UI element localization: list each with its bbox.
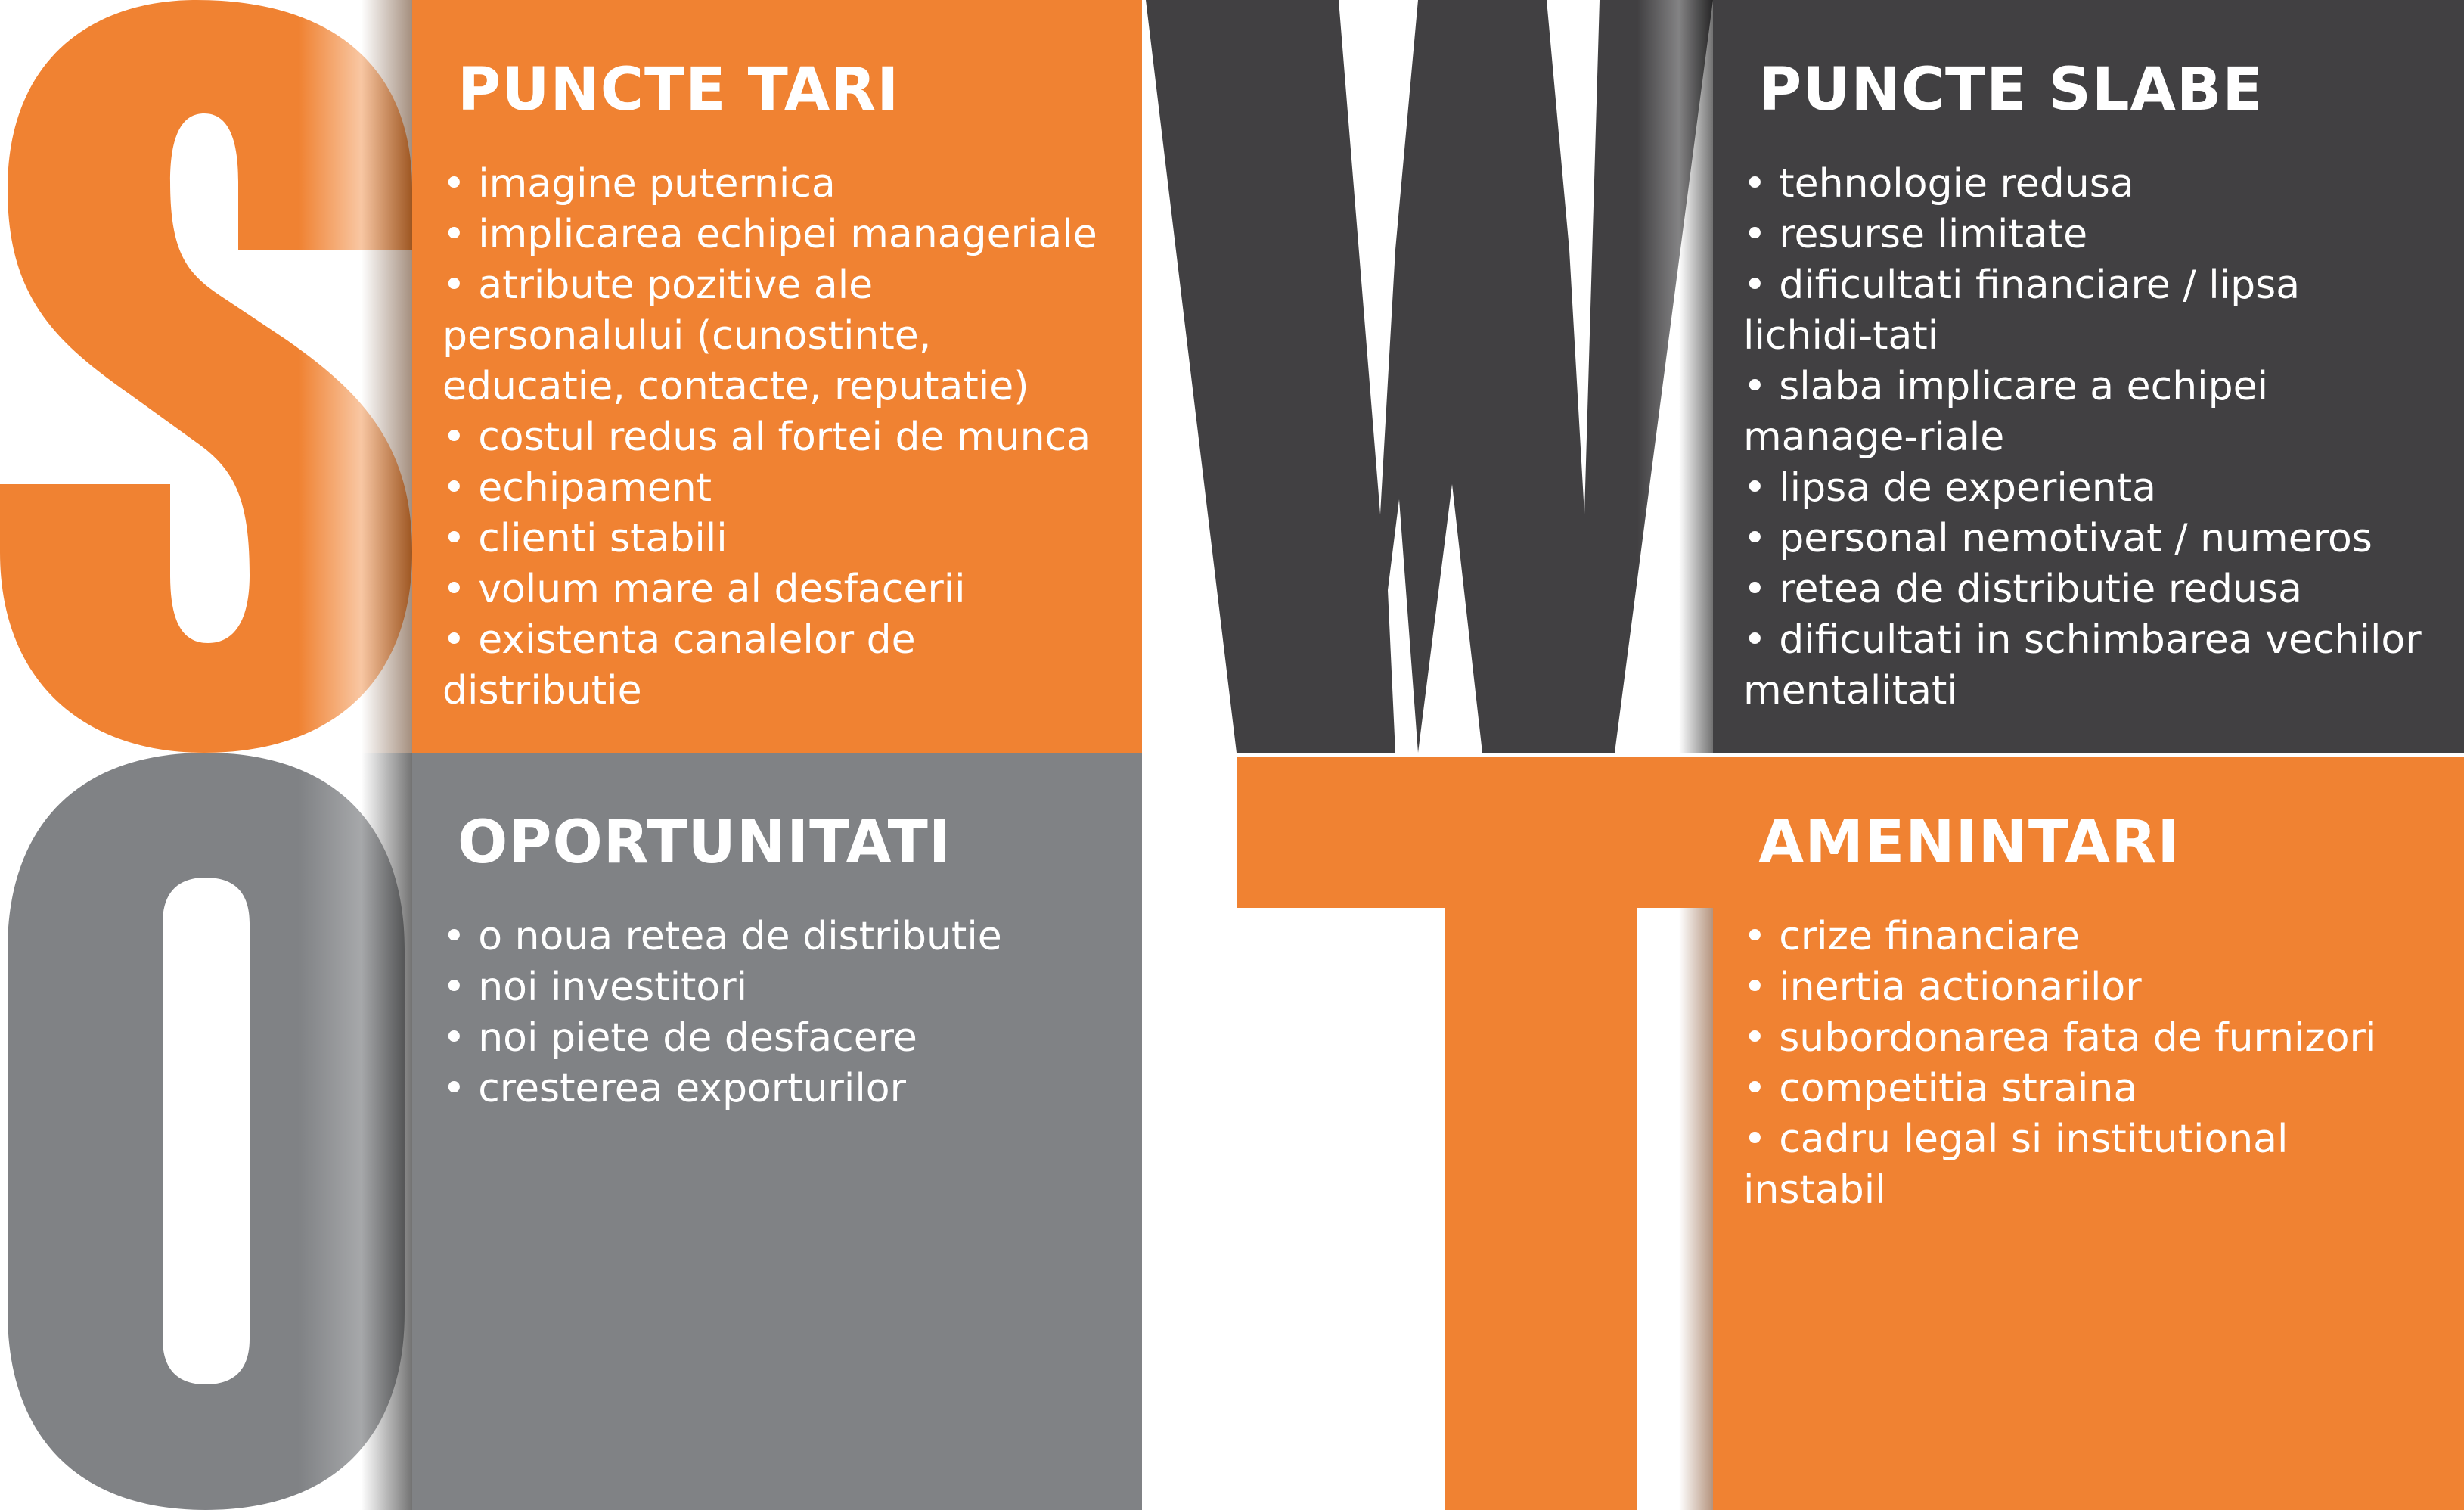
fold-shadow-t [1637, 908, 1713, 1510]
strengths-title: PUNCTE TARI [458, 56, 900, 124]
fold-shadow-o [299, 753, 412, 1510]
fold-shadow-s [299, 0, 412, 753]
threats-list [1743, 912, 2424, 1216]
list-item: • tehnologie redusa [1743, 161, 2134, 207]
letter-w-shape [1146, 0, 1713, 753]
list-item: • dificultati financiare / lipsa lichidi-tati [1743, 263, 2301, 359]
list-item: • lipsa de experienta [1743, 465, 2156, 511]
list-item: • o noua retea de distributie [442, 914, 1002, 959]
threats-title: AMENINTARI [1758, 809, 2180, 877]
list-item: • clienti stabili [442, 516, 728, 561]
strengths-panel [412, 0, 1142, 753]
list-item: • imagine puternica [442, 161, 836, 207]
list-item: • crize financiare [1743, 914, 2081, 959]
list-item: • noi piete de desfacere [442, 1015, 917, 1061]
list-item: • resurse limitate [1743, 212, 2088, 257]
list-item: • dificultati in schimbarea vechilor mentalitati [1743, 617, 2422, 713]
list-item: • noi investitori [442, 965, 748, 1010]
list-item: • slaba implicare a echipei manage-riale [1743, 364, 2269, 460]
threats-panel [1713, 757, 2464, 1510]
list-item: • volum mare al desfacerii [442, 567, 966, 612]
opportunities-title: OPORTUNITATI [458, 809, 951, 877]
opportunities-list [442, 912, 1100, 1114]
weaknesses-panel [1713, 0, 2464, 753]
list-item: • existenta canalelor de distributie [442, 617, 916, 713]
list-item: • costul redus al fortei de munca [442, 415, 1091, 460]
list-item: • retea de distributie redusa [1743, 567, 2302, 612]
list-item: • atribute pozitive ale personalului (cunostinte, educatie, contacte, reputatie) [442, 263, 1029, 409]
list-item: • cadru legal si institutional instabil [1743, 1117, 2289, 1213]
opportunities-panel [412, 753, 1142, 1510]
fold-shadow-w [1637, 0, 1713, 753]
list-item: • cresterea exporturilor [442, 1066, 906, 1111]
list-item: • subordonarea fata de furnizori [1743, 1015, 2377, 1061]
strengths-list [442, 159, 1100, 716]
list-item: • competitia straina [1743, 1066, 2138, 1111]
weaknesses-list [1743, 159, 2424, 716]
weaknesses-title: PUNCTE SLABE [1758, 56, 2264, 124]
list-item: • inertia actionarilor [1743, 965, 2142, 1010]
list-item: • implicarea echipei manageriale [442, 212, 1097, 257]
list-item: • echipament [442, 465, 712, 511]
list-item: • personal nemotivat / numeros [1743, 516, 2372, 561]
letter-w [1146, 0, 1713, 753]
